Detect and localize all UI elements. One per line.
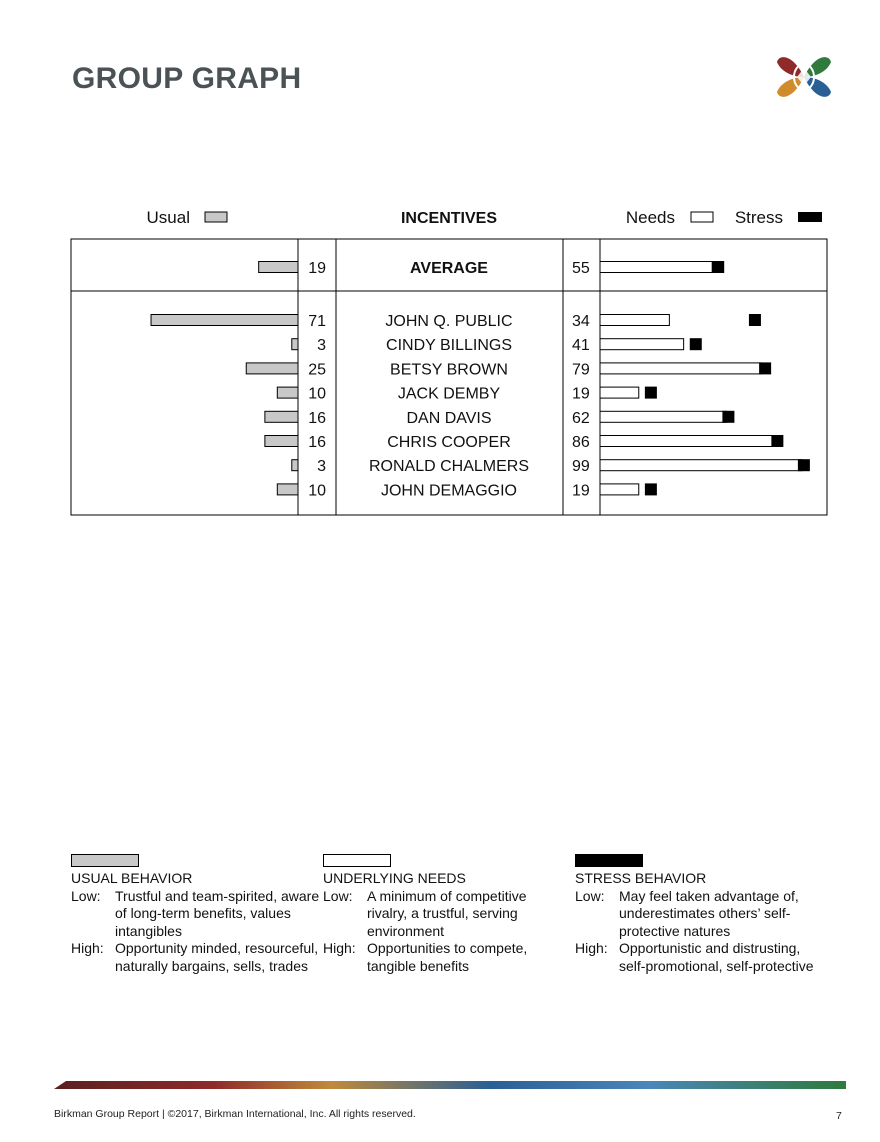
person-7-needs-bar	[600, 460, 802, 471]
person-4-usual-value: 10	[308, 385, 326, 403]
person-1-stress-marker	[749, 314, 761, 326]
person-7-stress-marker	[798, 459, 810, 471]
footer-color-stripe	[54, 1081, 846, 1089]
page-number: 7	[836, 1110, 842, 1122]
person-7-name: RONALD CHALMERS	[368, 458, 530, 476]
underlying-needs-legend	[323, 870, 553, 976]
person-5-needs-value: 62	[572, 409, 590, 427]
underlying-needs-swatch	[323, 854, 391, 867]
person-1-needs-value: 34	[572, 313, 590, 330]
chart-title: INCENTIVES	[400, 210, 498, 227]
usual-low-text: Trustful and team-spirited, aware of long-term benefits, values intangibles	[115, 887, 320, 939]
person-2-stress-marker	[690, 338, 702, 350]
needs-low-label: Low:	[323, 887, 353, 904]
person-8-needs-value: 19	[572, 482, 590, 500]
person-4-name: JACK DEMBY	[397, 385, 501, 403]
usual-high-text: Opportunity minded, resourceful, naturally bargains, sells, trades	[115, 940, 319, 974]
person-3-name: BETSY BROWN	[390, 361, 508, 379]
page-title: GROUP GRAPH	[72, 62, 302, 95]
average-needs-bar	[600, 262, 712, 273]
person-7-usual-bar	[292, 460, 298, 471]
person-2-needs-bar	[600, 339, 684, 350]
person-8-usual-value: 10	[308, 482, 326, 500]
usual-behavior-swatch	[71, 854, 139, 867]
person-5-needs-bar	[600, 411, 726, 422]
person-2-usual-value: 3	[317, 337, 326, 355]
person-6-usual-value: 16	[308, 434, 326, 451]
person-5-usual-value: 16	[308, 409, 326, 427]
needs-title: UNDERLYING NEEDS	[323, 870, 466, 886]
usual-legend-swatch	[205, 212, 227, 222]
person-6-name: CHRIS COOPER	[387, 434, 511, 451]
person-6-usual-bar	[265, 436, 298, 447]
needs-high-label: High:	[323, 940, 356, 957]
average-name: AVERAGE	[410, 260, 488, 277]
person-2-name: CINDY BILLINGS	[386, 337, 512, 355]
stress-legend-swatch	[798, 212, 822, 222]
person-4-usual-bar	[277, 387, 298, 398]
stress-behavior-legend	[575, 870, 825, 976]
stress-high-label: High:	[575, 940, 608, 957]
usual-behavior-legend	[71, 870, 321, 976]
person-3-stress-marker	[759, 362, 771, 374]
person-6-needs-value: 86	[572, 434, 590, 451]
stress-behavior-swatch	[575, 854, 643, 867]
person-3-usual-value: 25	[308, 361, 326, 379]
person-4-stress-marker	[645, 387, 657, 399]
person-7-usual-value: 3	[317, 458, 326, 476]
person-4-needs-value: 19	[572, 385, 590, 403]
person-2-needs-value: 41	[572, 337, 590, 355]
stress-low-label: Low:	[575, 887, 605, 904]
person-3-needs-bar	[600, 363, 761, 374]
person-1-name: JOHN Q. PUBLIC	[385, 313, 513, 330]
person-8-stress-marker	[645, 483, 657, 495]
usual-low-label: Low:	[71, 887, 101, 904]
average-usual-bar	[259, 262, 298, 273]
person-2-usual-bar	[292, 339, 298, 350]
person-7-needs-value: 99	[572, 458, 590, 476]
usual-high-label: High:	[71, 940, 104, 957]
birkman-logo-icon	[775, 48, 833, 106]
needs-legend-swatch	[691, 212, 713, 222]
needs-legend-label: Needs	[625, 208, 675, 227]
average-needs-value: 55	[572, 260, 590, 277]
person-1-needs-bar	[600, 315, 669, 326]
person-6-stress-marker	[771, 435, 783, 447]
average-usual-value: 19	[308, 260, 326, 277]
person-5-stress-marker	[722, 411, 734, 423]
person-1-usual-bar	[151, 315, 298, 326]
needs-high-text: Opportunities to compete, tangible benefits	[367, 940, 528, 974]
usual-behavior-title: USUAL BEHAVIOR	[71, 870, 193, 886]
footer-copyright: Birkman Group Report | ©2017, Birkman International, Inc. All rights reserved.	[54, 1108, 416, 1120]
usual-legend-label: Usual	[146, 208, 190, 227]
person-6-needs-bar	[600, 436, 775, 447]
person-3-usual-bar	[246, 363, 298, 374]
average-stress-marker	[712, 261, 724, 273]
person-4-needs-bar	[600, 387, 639, 398]
incentives-chart	[0, 190, 880, 530]
person-8-usual-bar	[277, 484, 298, 495]
stress-title: STRESS BEHAVIOR	[575, 870, 707, 886]
person-1-usual-value: 71	[308, 313, 326, 330]
needs-low-text: A minimum of competitive rivalry, a trustful, serving environment	[367, 887, 527, 939]
stress-legend-label: Stress	[734, 208, 783, 227]
person-8-needs-bar	[600, 484, 639, 495]
stress-low-text: May feel taken advantage of, underestimates others’ self-protective natures	[619, 887, 799, 939]
person-5-usual-bar	[265, 411, 298, 422]
stress-high-text: Opportunistic and distrusting, self-promotional, self-protective	[619, 940, 814, 974]
person-5-name: DAN DAVIS	[406, 409, 492, 427]
person-8-name: JOHN DEMAGGIO	[380, 482, 518, 500]
person-3-needs-value: 79	[572, 361, 590, 379]
